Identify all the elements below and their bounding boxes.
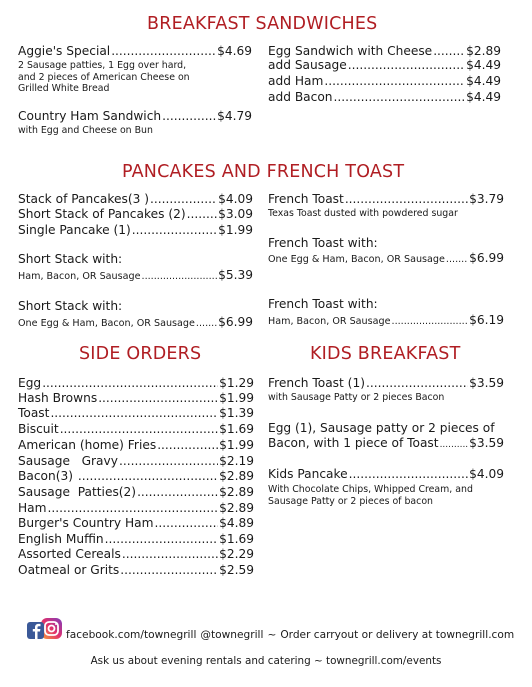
menu-item-short-stack-with-egg-meat: One Egg & Ham, Bacon, OR Sausage ..... $6.99	[18, 315, 253, 331]
section-heading-pancakes: PANCAKES AND FRENCH TOAST	[122, 162, 405, 182]
separator: ~	[267, 629, 277, 641]
menu-item-egg-sandwich-cheese: Egg Sandwich with Cheese ..... $2.89	[268, 44, 501, 59]
menu-item-short-stack-with-meat: Ham, Bacon, OR Sausage ..... $5.39	[18, 268, 253, 284]
item-title: Short Stack with:	[18, 252, 123, 266]
side-order-item: Ham ..... $2.89	[18, 501, 254, 516]
instagram-handle[interactable]: @townegrill	[200, 629, 264, 641]
menu-item-single-pancake: Single Pancake (1) ..... $1.99	[18, 223, 253, 238]
side-order-item: Sausage Gravy ..... $2.19	[18, 454, 254, 469]
menu-item-french-toast: French Toast ..... $3.79	[268, 192, 504, 207]
side-order-item: Hash Browns ..... $1.99	[18, 391, 254, 406]
menu-item-country-ham-sandwich: Country Ham Sandwich ..... $4.79	[18, 109, 252, 124]
side-order-item: American (home) Fries ..... $1.99	[18, 438, 254, 453]
section-heading-breakfast-sandwiches: BREAKFAST SANDWICHES	[147, 14, 378, 34]
side-order-item: Egg ..... $1.29	[18, 376, 254, 391]
side-order-item: Biscuit ..... $1.69	[18, 422, 254, 437]
menu-item-kids-egg: Bacon, with 1 piece of Toast ..... $3.59	[268, 436, 504, 453]
menu-item-add-bacon: add Bacon ..... $4.49	[268, 90, 501, 105]
side-order-item: Burger's Country Ham ..... $4.89	[18, 516, 254, 531]
footer-rentals-line: Ask us about evening rentals and catering ~ townegrill.com/events	[90, 655, 442, 667]
section-heading-side-orders: SIDE ORDERS	[79, 344, 202, 364]
side-order-item: Oatmeal or Grits ..... $2.59	[18, 563, 254, 578]
item-description: with Egg and Cheese on Bun	[18, 125, 153, 136]
menu-item-kids-french-toast: French Toast (1) ..... $3.59	[268, 376, 504, 391]
item-description: 2 Sausage patties, 1 Egg over hard, and 2 pieces of American Cheese on Grilled White Bread	[18, 60, 190, 94]
side-order-item: Bacon(3) ..... $2.89	[18, 469, 254, 484]
item-title: Short Stack with:	[18, 299, 123, 313]
menu-item-aggies-special: Aggie's Special ..... $4.69	[18, 44, 252, 59]
carryout-text[interactable]: Order carryout or delivery at townegrill.com	[280, 629, 515, 641]
item-description: with Sausage Patty or 2 pieces Bacon	[268, 392, 445, 403]
menu-item-kids-pancake: Kids Pancake ..... $4.09	[268, 467, 504, 482]
footer-social-line	[66, 629, 514, 641]
menu-item-french-toast-with-egg-meat: One Egg & Ham, Bacon, OR Sausage ..... $6.99	[268, 251, 504, 267]
menu-item-add-sausage: add Sausage ..... $4.49	[268, 58, 501, 73]
side-order-item: English Muffin ..... $1.69	[18, 532, 254, 547]
facebook-icon[interactable]	[27, 622, 44, 639]
item-description: Texas Toast dusted with powdered sugar	[268, 208, 458, 219]
menu-item-short-stack: Short Stack of Pancakes (2) ..... $3.09	[18, 207, 253, 222]
item-title: Egg (1), Sausage patty or 2 pieces of	[268, 421, 495, 435]
item-title: French Toast with:	[268, 297, 378, 311]
facebook-link[interactable]: facebook.com/townegrill	[66, 629, 197, 641]
menu-item-add-ham: add Ham ..... $4.49	[268, 74, 501, 89]
instagram-icon[interactable]	[41, 618, 62, 639]
social-icons	[25, 617, 65, 641]
side-order-item: Sausage Patties(2) ..... $2.89	[18, 485, 254, 500]
menu-item-french-toast-with-meat: Ham, Bacon, OR Sausage ..... $6.19	[268, 313, 504, 329]
item-title: French Toast with:	[268, 236, 378, 250]
side-order-item: Assorted Cereals ..... $2.29	[18, 547, 254, 562]
menu-item-stack-of-pancakes: Stack of Pancakes(3 ) ..... $4.09	[18, 192, 253, 207]
item-description: With Chocolate Chips, Whipped Cream, and Sausage Patty or 2 pieces of bacon	[268, 484, 473, 507]
side-order-item: Toast ..... $1.39	[18, 406, 254, 421]
section-heading-kids-breakfast: KIDS BREAKFAST	[310, 344, 461, 364]
